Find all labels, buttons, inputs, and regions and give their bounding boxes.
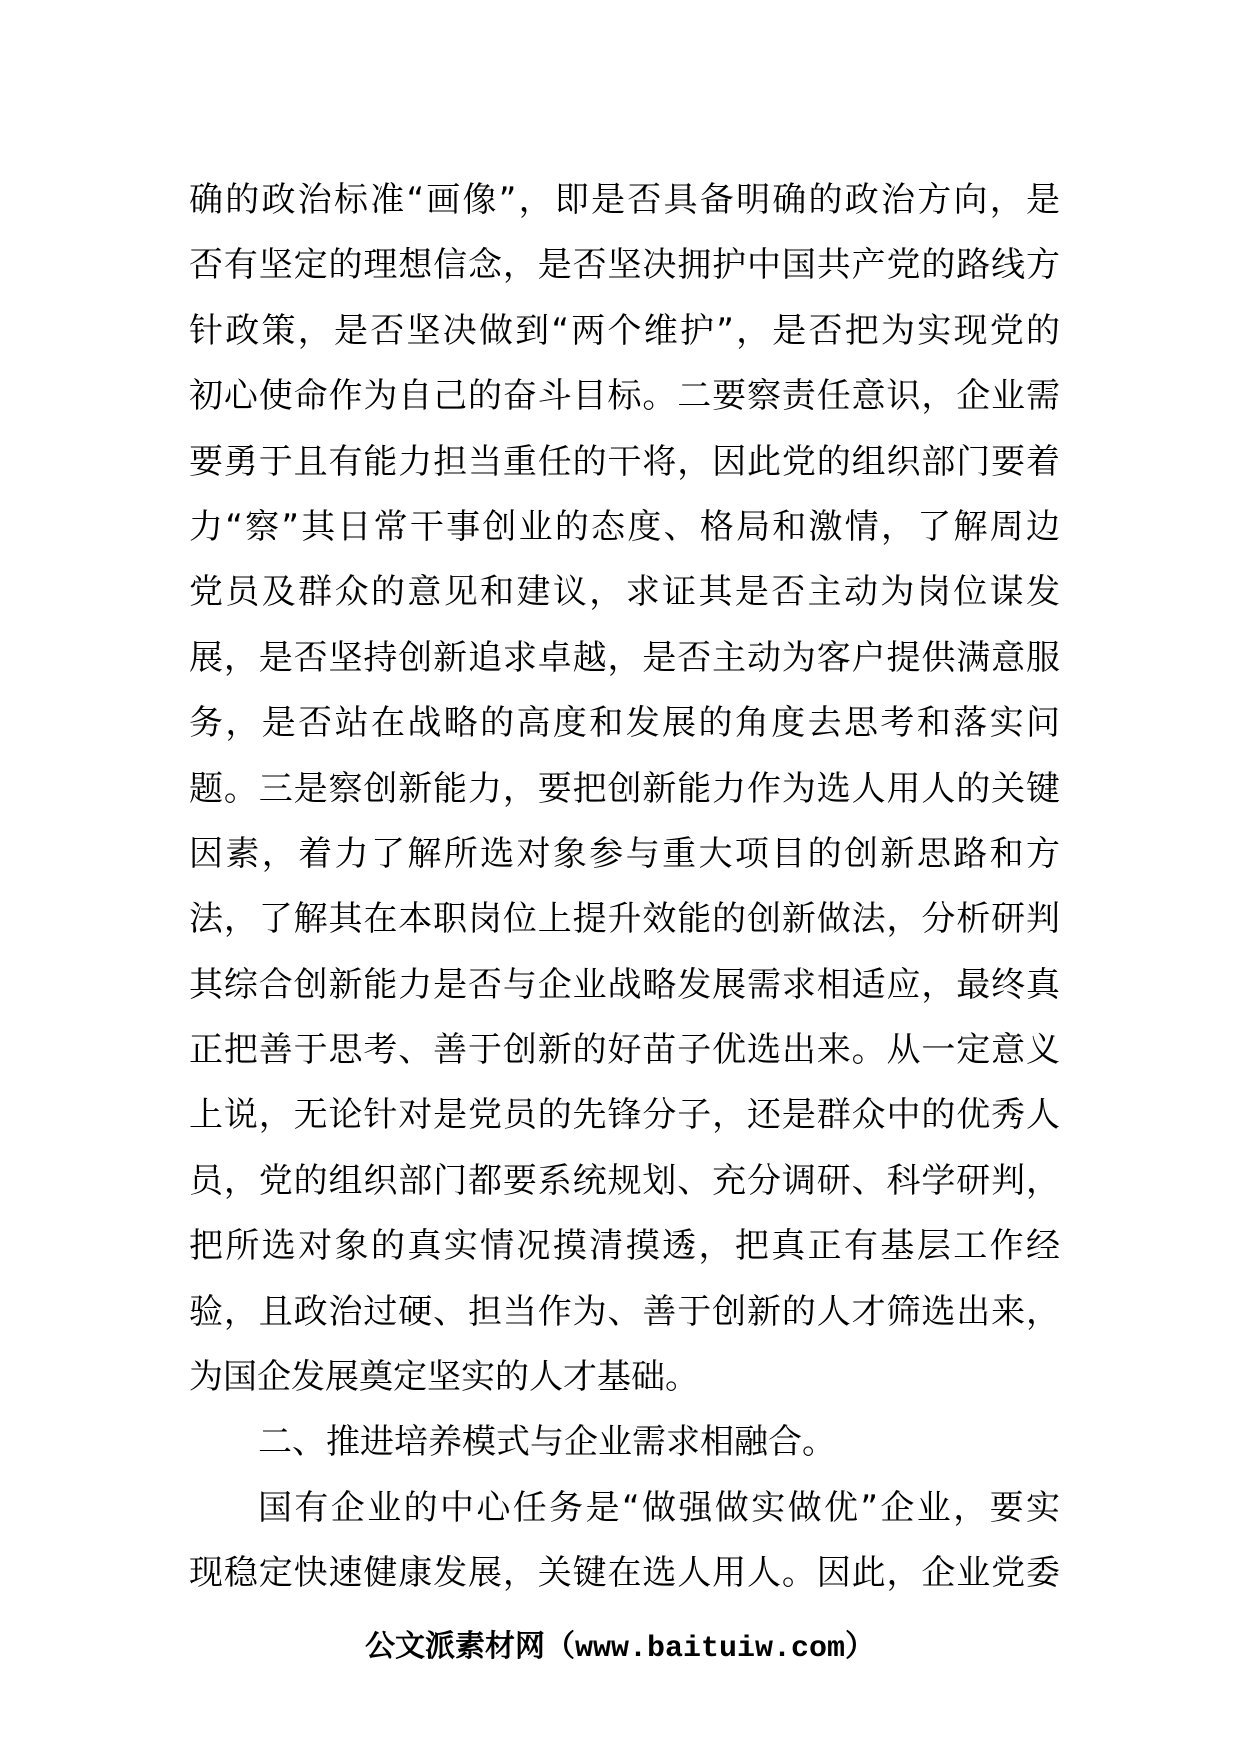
text-line: 因素，着力了解所选对象参与重大项目的创新思路和方 <box>189 833 1060 874</box>
text-line: 其综合创新能力是否与企业战略发展需求相适应，最终真 <box>189 964 1060 1005</box>
text-line: 员，党的组织部门都要系统规划、充分调研、科学研判， <box>189 1160 1060 1201</box>
text-line: 力“察”其日常干事创业的态度、格局和激情，了解周边 <box>189 506 1060 547</box>
text-line: 务，是否站在战略的高度和发展的角度去思考和落实问 <box>189 703 1060 744</box>
text-line: 法，了解其在本职岗位上提升效能的创新做法，分析研判 <box>189 899 1060 940</box>
text-line: 为国企发展奠定坚实的人才基础。 <box>189 1357 699 1398</box>
text-line: 题。三是察创新能力，要把创新能力作为选人用人的关键 <box>189 768 1060 809</box>
text-line: 验，且政治过硬、担当作为、善于创新的人才筛选出来， <box>189 1291 1060 1332</box>
document-body <box>189 168 1060 1607</box>
text-line: 正把善于思考、善于创新的好苗子优选出来。从一定意义 <box>189 1030 1060 1071</box>
text-line: 现稳定快速健康发展，关键在选人用人。因此，企业党委 <box>189 1553 1060 1594</box>
text-line: 党员及群众的意见和建议，求证其是否主动为岗位谋发 <box>189 572 1060 613</box>
text-line: 把所选对象的真实情况摸清摸透，把真正有基层工作经 <box>189 1226 1060 1267</box>
text-line: 上说，无论针对是党员的先锋分子，还是群众中的优秀人 <box>189 1095 1060 1136</box>
text-line: 展，是否坚持创新追求卓越，是否主动为客户提供满意服 <box>189 637 1060 678</box>
text-line: 要勇于且有能力担当重任的干将，因此党的组织部门要着 <box>189 441 1060 482</box>
text-line: 否有坚定的理想信念，是否坚决拥护中国共产党的路线方 <box>189 245 1060 286</box>
footer-watermark: 公文派素材网（www.baituiw.com） <box>364 1632 876 1666</box>
text-line: 国有企业的中心任务是“做强做实做优”企业，要实 <box>258 1487 1060 1528</box>
text-line: 确的政治标准“画像”，即是否具备明确的政治方向，是 <box>189 180 1060 220</box>
text-line: 初心使命作为自己的奋斗目标。二要察责任意识，企业需 <box>189 376 1060 417</box>
section-heading: 二、推进培养模式与企业需求相融合。 <box>258 1422 836 1463</box>
text-line: 针政策，是否坚决做到“两个维护”，是否把为实现党的 <box>189 310 1060 351</box>
